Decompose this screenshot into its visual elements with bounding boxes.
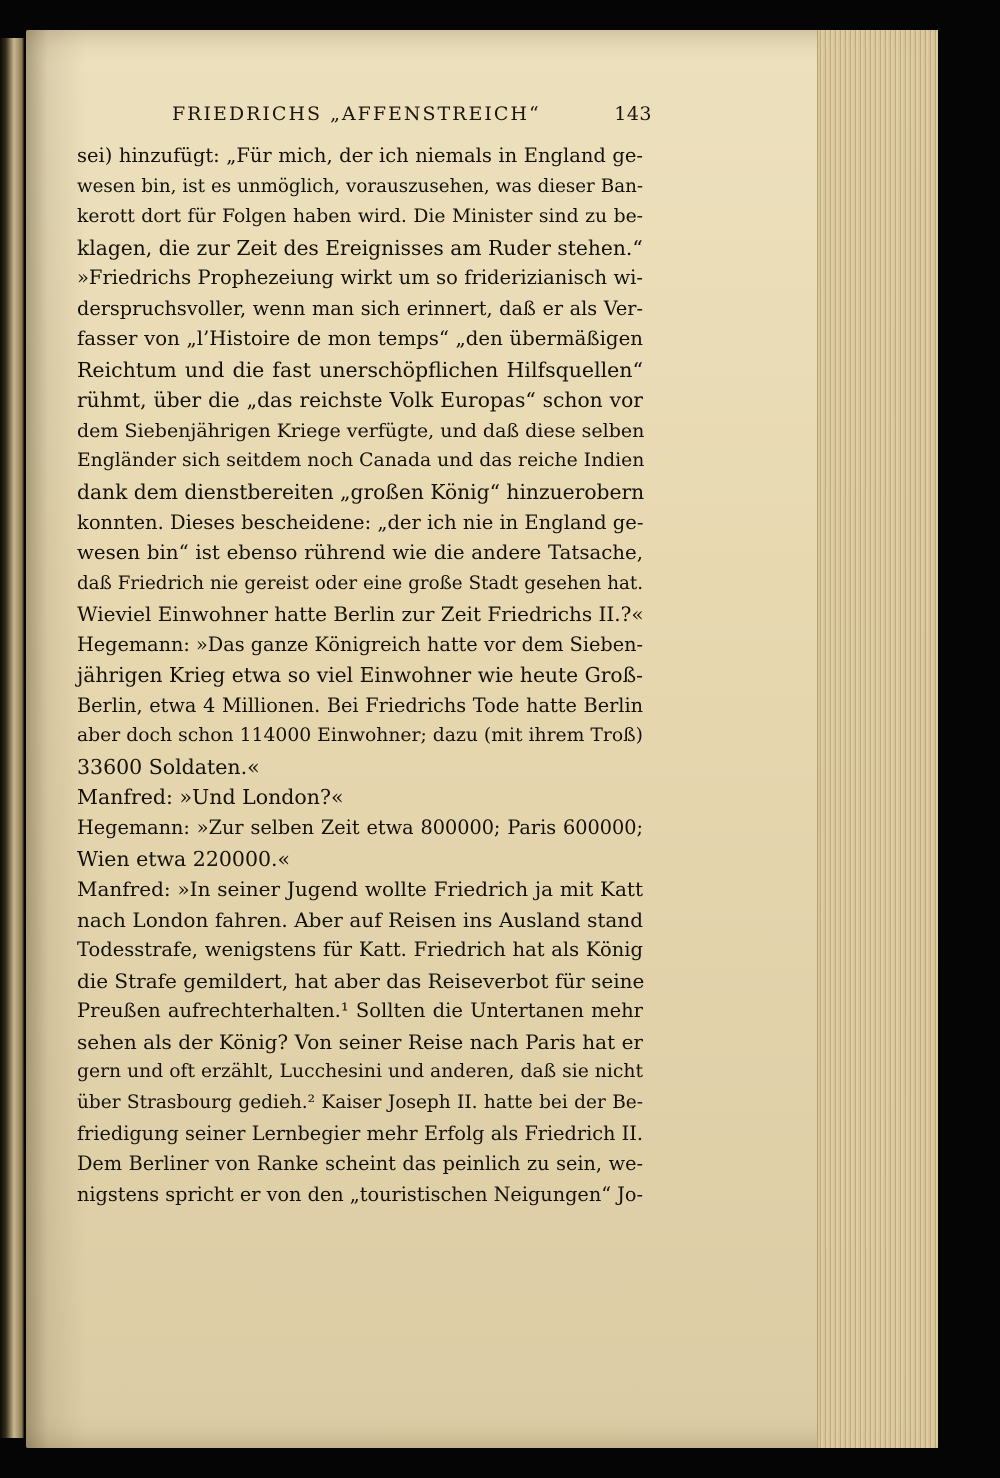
text-line: wesen bin“ ist ebenso rührend wie die andere Tatsache, — [77, 541, 643, 565]
text-line: über Strasbourg gedieh.² Kaiser Joseph II. hatte bei der Be- — [77, 1091, 643, 1113]
text-line: konnten. Dieses bescheidene: „der ich nie in England ge- — [77, 510, 644, 534]
text-line: Hegemann: »Das ganze Königreich hatte vor dem Sieben- — [77, 632, 644, 656]
text-line: Manfred: »In seiner Jugend wollte Friedrich ja mit Katt — [77, 877, 643, 902]
text-line: friedigung seiner Lernbegier mehr Erfolg als Friedrich II. — [77, 1121, 643, 1145]
text-line: klagen, die zur Zeit des Ereignisses am Ruder stehen.“ — [77, 235, 643, 260]
text-line: Manfred: »Und London?« — [77, 785, 344, 810]
left-page-edge — [0, 38, 24, 1438]
text-line: kerott dort für Folgen haben wird. Die Minister sind zu be- — [77, 206, 643, 228]
text-line: Wieviel Einwohner hatte Berlin zur Zeit Friedrichs II.?« — [77, 602, 644, 627]
text-line: Engländer sich seitdem noch Canada und das reiche Indien — [77, 450, 645, 472]
running-head: FRIEDRICHS „AFFENSTREICH“ — [172, 103, 541, 125]
body-text — [77, 141, 643, 1210]
text-line: Reichtum und die fast unerschöpflichen Hilfsquellen“ — [77, 357, 643, 382]
text-line: Wien etwa 220000.« — [77, 846, 291, 871]
text-line: aber doch schon 114000 Einwohner; dazu (mit ihrem Troß) — [77, 725, 643, 747]
text-line: rühmt, über die „das reichste Volk Europas“ schon vor — [77, 388, 643, 413]
text-line: gern und oft erzählt, Lucchesini und anderen, daß sie nicht — [77, 1061, 643, 1083]
page-edges — [817, 30, 938, 1448]
text-line: »Friedrichs Prophezeiung wirkt um so friderizianisch wi- — [77, 266, 643, 290]
text-line: Todesstrafe, wenigstens für Katt. Friedrich hat als König — [77, 938, 643, 962]
text-line: wesen bin, ist es unmöglich, vorauszusehen, was dieser Ban- — [77, 175, 643, 197]
text-line: Hegemann: »Zur selben Zeit etwa 800000; Paris 600000; — [77, 816, 643, 840]
text-line: derspruchsvoller, wenn man sich erinnert, daß er als Ver- — [77, 296, 643, 320]
text-line: Berlin, etwa 4 Millionen. Bei Friedrichs Tode hatte Berlin — [77, 693, 643, 717]
text-line: daß Friedrich nie gereist oder eine große Stadt gesehen hat. — [77, 572, 643, 594]
text-line: fasser von „l’Histoire de mon temps“ „den übermäßigen — [77, 327, 643, 351]
text-line: 33600 Soldaten.« — [77, 754, 260, 779]
text-line: jährigen Krieg etwa so viel Einwohner wie heute Groß- — [77, 663, 643, 688]
text-line: nach London fahren. Aber auf Reisen ins Ausland stand — [77, 907, 643, 932]
page-number: 143 — [614, 103, 652, 125]
page-header — [172, 103, 652, 133]
text-line: nigstens spricht er von den „touristischen Neigungen“ Jo- — [77, 1182, 643, 1206]
text-line: Preußen aufrechterhalten.¹ Sollten die Untertanen mehr — [77, 999, 643, 1023]
text-line: sehen als der König? Von seiner Reise nach Paris hat er — [77, 1029, 643, 1054]
text-line: Dem Berliner von Ranke scheint das peinlich zu sein, we- — [77, 1152, 643, 1176]
text-line: dem Siebenjährigen Kriege verfügte, und daß diese selben — [77, 419, 645, 442]
text-line: die Strafe gemildert, hat aber das Reiseverbot für seine — [77, 968, 645, 993]
text-line: dank dem dienstbereiten „großen König“ hinzuerobern — [77, 480, 645, 505]
text-line: sei) hinzufügt: „Für mich, der ich niemals in England ge- — [77, 144, 643, 167]
